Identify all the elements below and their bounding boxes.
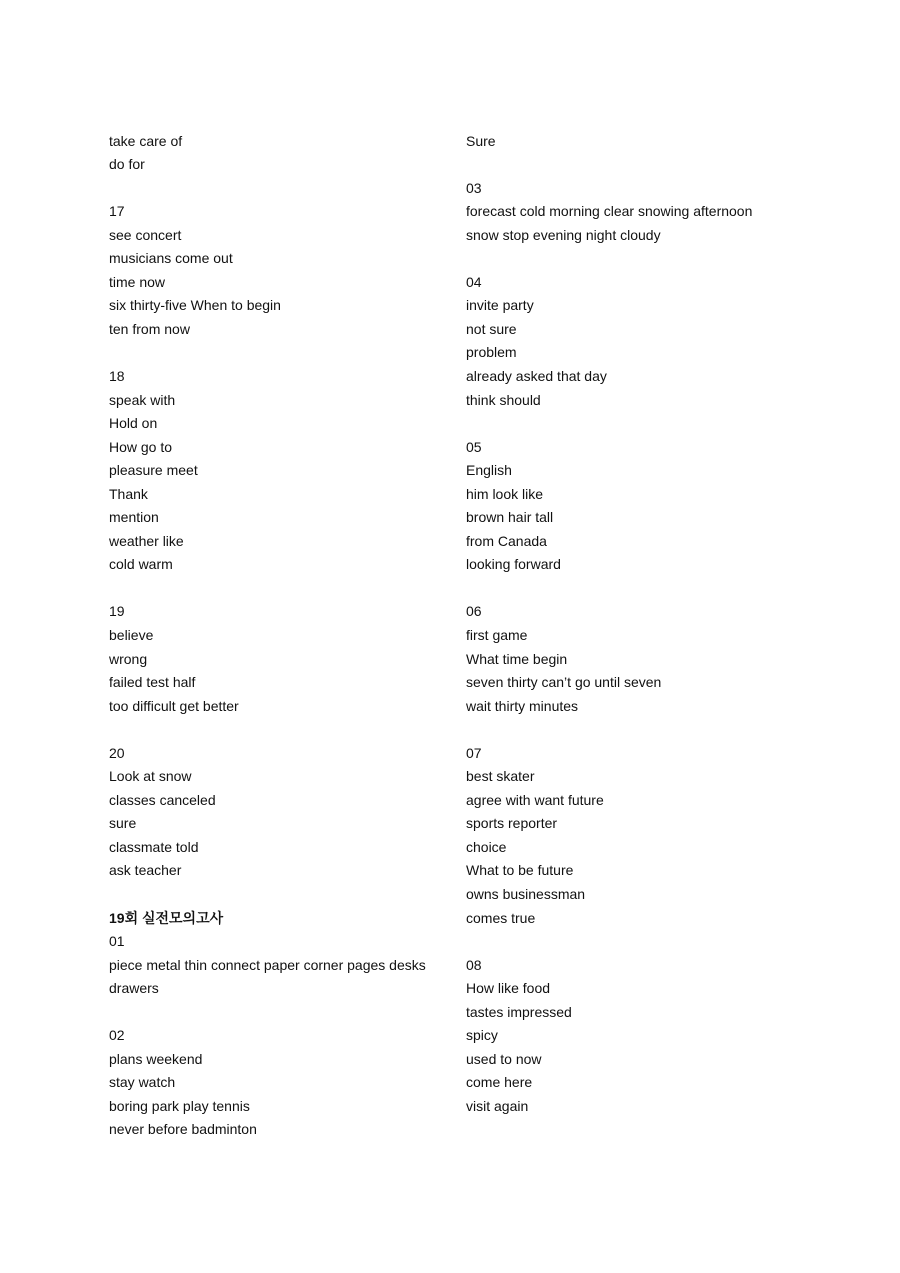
text-line: musicians come out (109, 250, 233, 267)
text-line: plans weekend (109, 1050, 203, 1067)
item-number: 08 (466, 956, 482, 973)
text-line: ask teacher (109, 862, 182, 879)
text-line: already asked that day (466, 367, 607, 384)
text-line: best skater (466, 768, 535, 785)
text-line: looking forward (466, 556, 561, 573)
blank-line (466, 153, 776, 177)
item-number: 07 (466, 744, 482, 761)
text-line: visit again (466, 1097, 529, 1114)
blank-line (109, 341, 449, 365)
blank-line (466, 930, 776, 954)
text-line: speak with (109, 391, 176, 408)
text-line: seven thirty can’t go until seven (466, 674, 662, 691)
text-line: problem (466, 344, 517, 361)
item-number: 05 (466, 438, 482, 455)
text-line: first game (466, 626, 528, 643)
text-line: classmate told (109, 838, 199, 855)
text-line: comes true (466, 909, 536, 926)
text-line: invite party (466, 297, 534, 314)
blank-line (466, 577, 776, 601)
text-line: snow stop evening night cloudy (466, 226, 661, 243)
text-line: pleasure meet (109, 462, 198, 479)
text-line: sure (109, 815, 137, 832)
text-line: time now (109, 273, 166, 290)
blank-line (109, 177, 449, 201)
right-column (466, 130, 776, 1119)
text-line: used to now (466, 1050, 542, 1067)
text-line: Sure (466, 132, 496, 149)
text-line: from Canada (466, 532, 547, 549)
blank-line (466, 247, 776, 271)
text-line: drawers (109, 980, 159, 997)
text-line: What time begin (466, 650, 568, 667)
text-line: How like food (466, 980, 551, 997)
text-line: believe (109, 626, 154, 643)
blank-line (109, 718, 449, 742)
section-heading: 19회 실전모의고사 (109, 909, 224, 926)
blank-line (109, 1001, 449, 1025)
text-line: sports reporter (466, 815, 558, 832)
text-line: How go to (109, 438, 173, 455)
item-number: 20 (109, 744, 125, 761)
text-line: forecast cold morning clear snowing afternoon (466, 203, 753, 220)
text-line: tastes impressed (466, 1003, 572, 1020)
left-column (109, 130, 449, 1143)
text-line: agree with want future (466, 791, 604, 808)
item-number: 01 (109, 933, 125, 950)
text-line: piece metal thin connect paper corner pages desks (109, 956, 426, 973)
item-number: 06 (466, 603, 482, 620)
text-line: take care of (109, 132, 183, 149)
text-line: weather like (109, 532, 184, 549)
item-number: 19 (109, 603, 125, 620)
text-line: mention (109, 509, 159, 526)
text-line: What to be future (466, 862, 574, 879)
text-line: boring park play tennis (109, 1097, 250, 1114)
item-number: 18 (109, 367, 125, 384)
text-line: think should (466, 391, 541, 408)
text-line: Thank (109, 485, 148, 502)
text-line: owns businessman (466, 886, 586, 902)
item-number: 03 (466, 179, 482, 196)
text-line: classes canceled (109, 791, 216, 808)
text-line: six thirty-five When to begin (109, 297, 281, 314)
text-line: see concert (109, 226, 182, 243)
item-number: 04 (466, 273, 482, 290)
text-line: Look at snow (109, 768, 192, 785)
text-line: stay watch (109, 1074, 176, 1091)
blank-line (466, 412, 776, 436)
text-line: too difficult get better (109, 697, 239, 714)
text-line: choice (466, 838, 507, 855)
text-line: failed test half (109, 674, 196, 691)
item-number: 02 (109, 1027, 125, 1044)
text-line: do for (109, 156, 145, 173)
text-line: wait thirty minutes (466, 697, 579, 714)
blank-line (466, 718, 776, 742)
text-line: not sure (466, 320, 517, 337)
text-line: him look like (466, 485, 544, 502)
text-line: ten from now (109, 320, 190, 337)
text-line: cold warm (109, 556, 173, 573)
blank-line (109, 883, 449, 907)
text-line: never before badminton (109, 1121, 257, 1138)
text-line: brown hair tall (466, 509, 554, 526)
text-line: come here (466, 1074, 533, 1091)
text-line: wrong (109, 650, 148, 667)
text-line: Hold on (109, 415, 158, 432)
item-number: 17 (109, 203, 125, 220)
text-line: spicy (466, 1027, 498, 1044)
text-line: English (466, 462, 512, 479)
blank-line (109, 577, 449, 601)
